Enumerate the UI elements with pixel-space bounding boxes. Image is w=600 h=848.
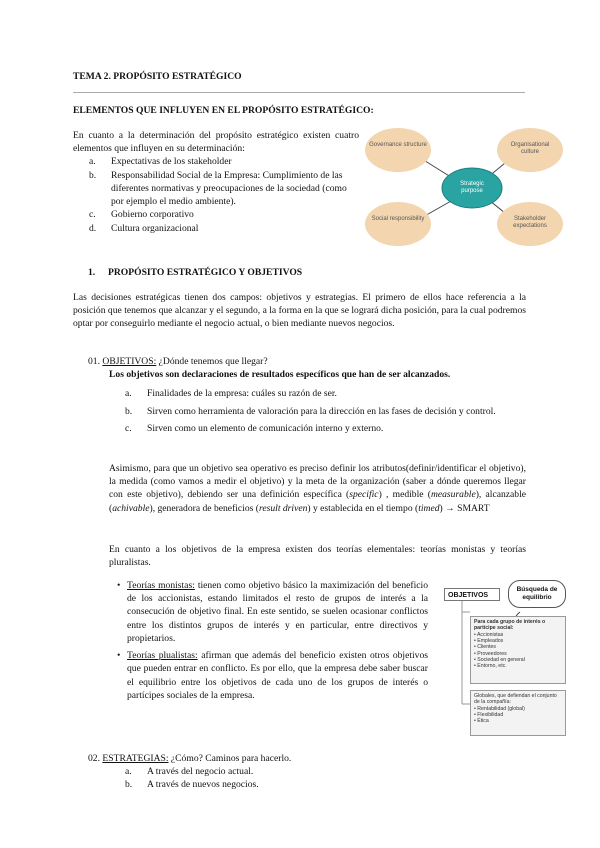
social-label: Social responsibility: [371, 216, 425, 222]
stakeholder-label: Stakeholder expectations: [513, 216, 547, 230]
list-item: b. Sirven como herramienta de valoración para la dirección en las fases de decisión y control.: [125, 405, 496, 417]
section1-paragraph: Las decisiones estratégicas tienen dos campos: objetivos y estrategias. El primero de ellos hace referencia a la posición que tenemos que alcanzar y el segundo, a la forma en la que se logrará dicha posición, para la cual podremos optar por conseguirlo mediante el negocio actual, o bien mediante nuevos negocios.: [73, 292, 526, 330]
list-item: c. Gobierno corporativo: [89, 209, 194, 221]
intro-text: En cuanto a la determinación del propósito estratégico existen cuatro elementos que influyen en su determinación:: [73, 130, 359, 155]
globales-box: Globales, que defiendan el conjunto de la compañía: • Rentabilidad (global) • Flexibilidad • Ética: [470, 690, 566, 736]
list-item: d. Cultura organizacional: [89, 222, 199, 234]
objetivos-label: OBJETIVOS:: [102, 356, 157, 367]
teorias-block: [117, 579, 428, 702]
estrategias-list: [125, 765, 528, 791]
culture-label: Organisational culture: [510, 142, 550, 156]
list-item: c. Sirven como un elemento de comunicación interno y externo.: [125, 422, 384, 434]
objetivos-definition: Los objetivos son declaraciones de resultados específicos que han de ser alcanzados.: [109, 369, 451, 381]
list-item: b. A través de nuevos negocios.: [125, 779, 259, 791]
bottom-left-node: [365, 202, 431, 246]
pluralistas-label: Teorías plualistas:: [127, 650, 198, 662]
governance-label: Governance structure: [369, 142, 427, 148]
title-divider: [73, 92, 525, 93]
estrategias-label: ESTRATEGIAS:: [102, 753, 169, 764]
list-item: a. Finalidades de la empresa: cuáles su razón de ser.: [125, 388, 337, 400]
top-left-node: [365, 128, 431, 172]
objetivos-box-label: OBJETIVOS: [444, 588, 500, 601]
elementos-block: [73, 129, 359, 235]
estrategias-block: [88, 752, 528, 792]
objetivos-list: [125, 387, 523, 435]
list-item: a. A través del negocio actual.: [125, 766, 254, 778]
section1-title: PROPÓSITO ESTRATÉGICO Y OBJETIVOS: [108, 267, 303, 278]
objetivos-figure: [442, 576, 568, 736]
elementos-heading: ELEMENTOS QUE INFLUYEN EN EL PROPÓSITO ESTRATÉGICO:: [73, 105, 374, 116]
strategic-purpose-diagram: [364, 126, 564, 248]
pluralistas-item: • Teorías plualistas: afirman que además del beneficio existen otros objetivos que pueden entrar en conflicto. Es por ello, que la empresa debe saber buscar el equilibrio entre los objetivos de cada uno de los grupos de interés o partícipes sociales de la empresa.: [117, 650, 428, 701]
monistas-label: Teorías monistas:: [127, 580, 195, 591]
busqueda-equilibrio-label: Búsqueda de equilibrio: [508, 580, 566, 608]
estrategias-heading: 02. ESTRATEGIAS: ¿Cómo? Caminos para hacerlo.: [88, 753, 292, 764]
list-item: a. Expectativas de los stakeholder: [89, 156, 232, 168]
objetivos-heading: 01. OBJETIVOS: ¿Dónde tenemos que llegar?: [88, 356, 268, 367]
teorias-intro: En cuanto a los objetivos de la empresa existen dos teorías elementales: teorías monistas y teorías pluralistas.: [109, 544, 526, 569]
objetivos-block: [88, 355, 528, 435]
strategic-purpose-label: Strategic purpose: [460, 181, 484, 195]
tema-title: TEMA 2. PROPÓSITO ESTRATÉGICO: [73, 71, 242, 82]
section1-number: 1.: [88, 267, 96, 278]
smart-paragraph: Asimismo, para que un objetivo sea operativo es preciso definir los atributos(definir/identificar el objetivo), la medida (como vamos a medir el objetivo) y la meta de la organización (saber a dónde queremos llegar con este objetivo), debiendo ser una definición específica (specific) , medible (measurable), alcanzable (achivable), generadora de beneficios (result driven) y establecida en el tiempo (timed) → SMART: [109, 463, 526, 514]
elementos-list: [89, 155, 359, 234]
list-item: b. Responsabilidad Social de la Empresa: Cumplimiento de las diferentes normativas y preocupaciones de la sociedad (como por ejemplo el medio ambiente).: [89, 169, 347, 208]
monistas-item: • Teorías monistas: tienen como objetivo básico la maximización del beneficio de los accionistas, estando limitados el resto de grupos de interés a la consecución de objetivo final. En este sentido, se suelen ocasionar conflictos entre los distintos grupos de interés y en particular, entre directivos y propietarios.: [117, 580, 429, 644]
grupos-interes-box: Para cada grupo de interés o partícipe social: • Accionistas • Empleados • Clientes • Proveedores • Sociedad en general • Entorno, etc.: [470, 616, 566, 684]
